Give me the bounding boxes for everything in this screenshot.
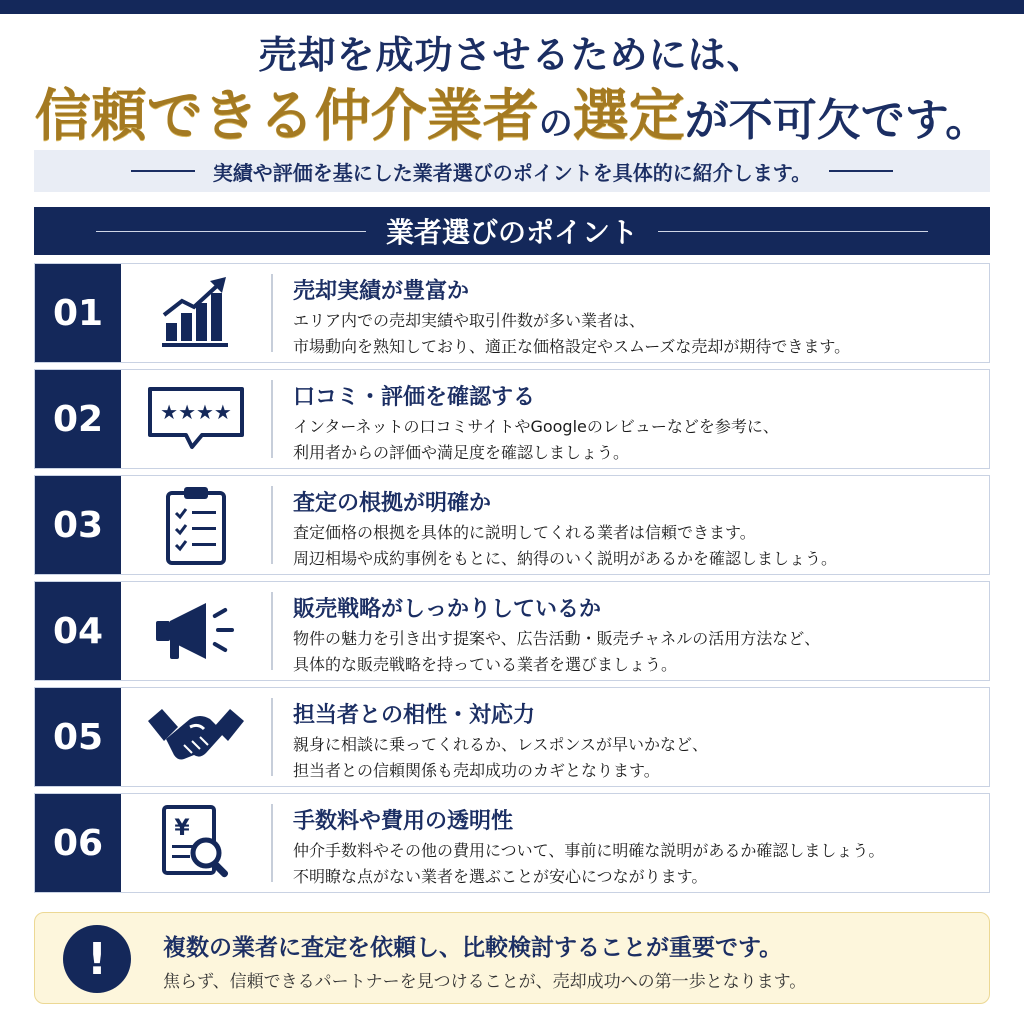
point-number: 02 [35,370,121,468]
section-title: 業者選びのポイント [385,216,638,249]
section-rule-right [658,231,928,232]
point-number: 05 [35,688,121,786]
point-title: 担当者との相性・対応力 [293,703,536,728]
divider [271,698,273,776]
headline-line2 [0,72,1024,152]
subtitle-rule-left [131,170,195,172]
subtitle-bar [34,150,990,192]
point-row-02 [34,369,990,469]
point-title: 口コミ・評価を確認する [293,385,536,410]
point-desc-line2: 周辺相場や成約事例をもとに、納得のいく説明があるかを確認しましょう。 [293,549,838,568]
point-description [293,308,850,360]
point-row-04 [34,581,990,681]
point-desc-line2: 市場動向を熟知しており、適正な価格設定やスムーズな売却が期待できます。 [293,337,851,356]
headline-line1: 売却を成功させるためには、 [258,33,766,77]
subtitle-rule-right [829,170,893,172]
point-row-06 [34,793,990,893]
point-desc-line2: 具体的な販売戦略を持っている業者を選びましょう。 [293,655,678,674]
svg-text:★★★★: ★★★★ [160,400,232,424]
point-desc-line1: 親身に相談に乗ってくれるか、レスポンスが早いかなど、 [293,735,709,754]
point-desc-line2: 不明瞭な点がない業者を選ぶことが安心につながります。 [293,867,708,886]
point-number: 03 [35,476,121,574]
point-row-01 [34,263,990,363]
handshake-icon [121,688,271,786]
headline-gold-text: 信頼できる仲介業者 [34,83,539,149]
svg-text:¥: ¥ [174,816,190,841]
point-number: 06 [35,794,121,892]
point-title: 販売戦略がしっかりしているか [293,597,602,622]
point-desc-line1: 物件の魅力を引き出す提案や、広告活動・販売チャネルの活用方法など、 [293,629,821,648]
point-row-05 [34,687,990,787]
review-stars-bubble-icon [121,370,271,468]
point-description [293,520,837,572]
point-description [293,732,708,784]
point-desc-line1: インターネットの口コミサイトやGoogleのレビューなどを参考に、 [293,417,779,436]
point-row-03 [34,475,990,575]
callout-main-text: 複数の業者に査定を依頼し、比較検討することが重要です。 [163,935,783,961]
point-desc-line2: 利用者からの評価や満足度を確認しましょう。 [293,443,630,462]
point-number: 04 [35,582,121,680]
headline-rest: が不可欠です。 [684,95,990,146]
callout-sub-text: 焦らず、信頼できるパートナーを見つけることが、売却成功への第一歩となります。 [163,972,807,992]
point-desc-line1: 仲介手数料やその他の費用について、事前に明確な説明があるか確認しましょう。 [293,841,885,860]
yen-document-magnifier-icon [121,794,271,892]
exclamation-icon: ! [63,925,131,993]
point-description [293,626,820,678]
section-rule-left [96,231,366,232]
headline-particle: の [538,104,573,144]
divider [271,804,273,882]
point-desc-line1: 査定価格の根拠を具体的に説明してくれる業者は信頼できます。 [293,523,756,542]
divider [271,486,273,564]
point-desc-line2: 担当者との信頼関係も売却成功のカギとなります。 [293,761,660,780]
point-description [293,838,884,890]
callout-box [34,912,990,1004]
section-title-bar [34,207,990,255]
point-title: 手数料や費用の透明性 [293,809,514,834]
top-accent-bar [0,0,1024,14]
divider [271,380,273,458]
point-title: 売却実績が豊富か [293,279,470,304]
point-number: 01 [35,264,121,362]
point-desc-line1: エリア内での売却実績や取引件数が多い業者は、 [293,311,646,330]
megaphone-icon [121,582,271,680]
headline-gold-text-2: 選定 [572,83,685,149]
rising-bar-chart-icon [121,264,271,362]
subtitle-text: 実績や評価を基にした業者選びのポイントを具体的に紹介します。 [212,160,812,185]
divider [271,274,273,352]
divider [271,592,273,670]
point-description [293,414,779,466]
clipboard-checklist-icon [121,476,271,574]
point-title: 査定の根拠が明確か [293,491,492,516]
